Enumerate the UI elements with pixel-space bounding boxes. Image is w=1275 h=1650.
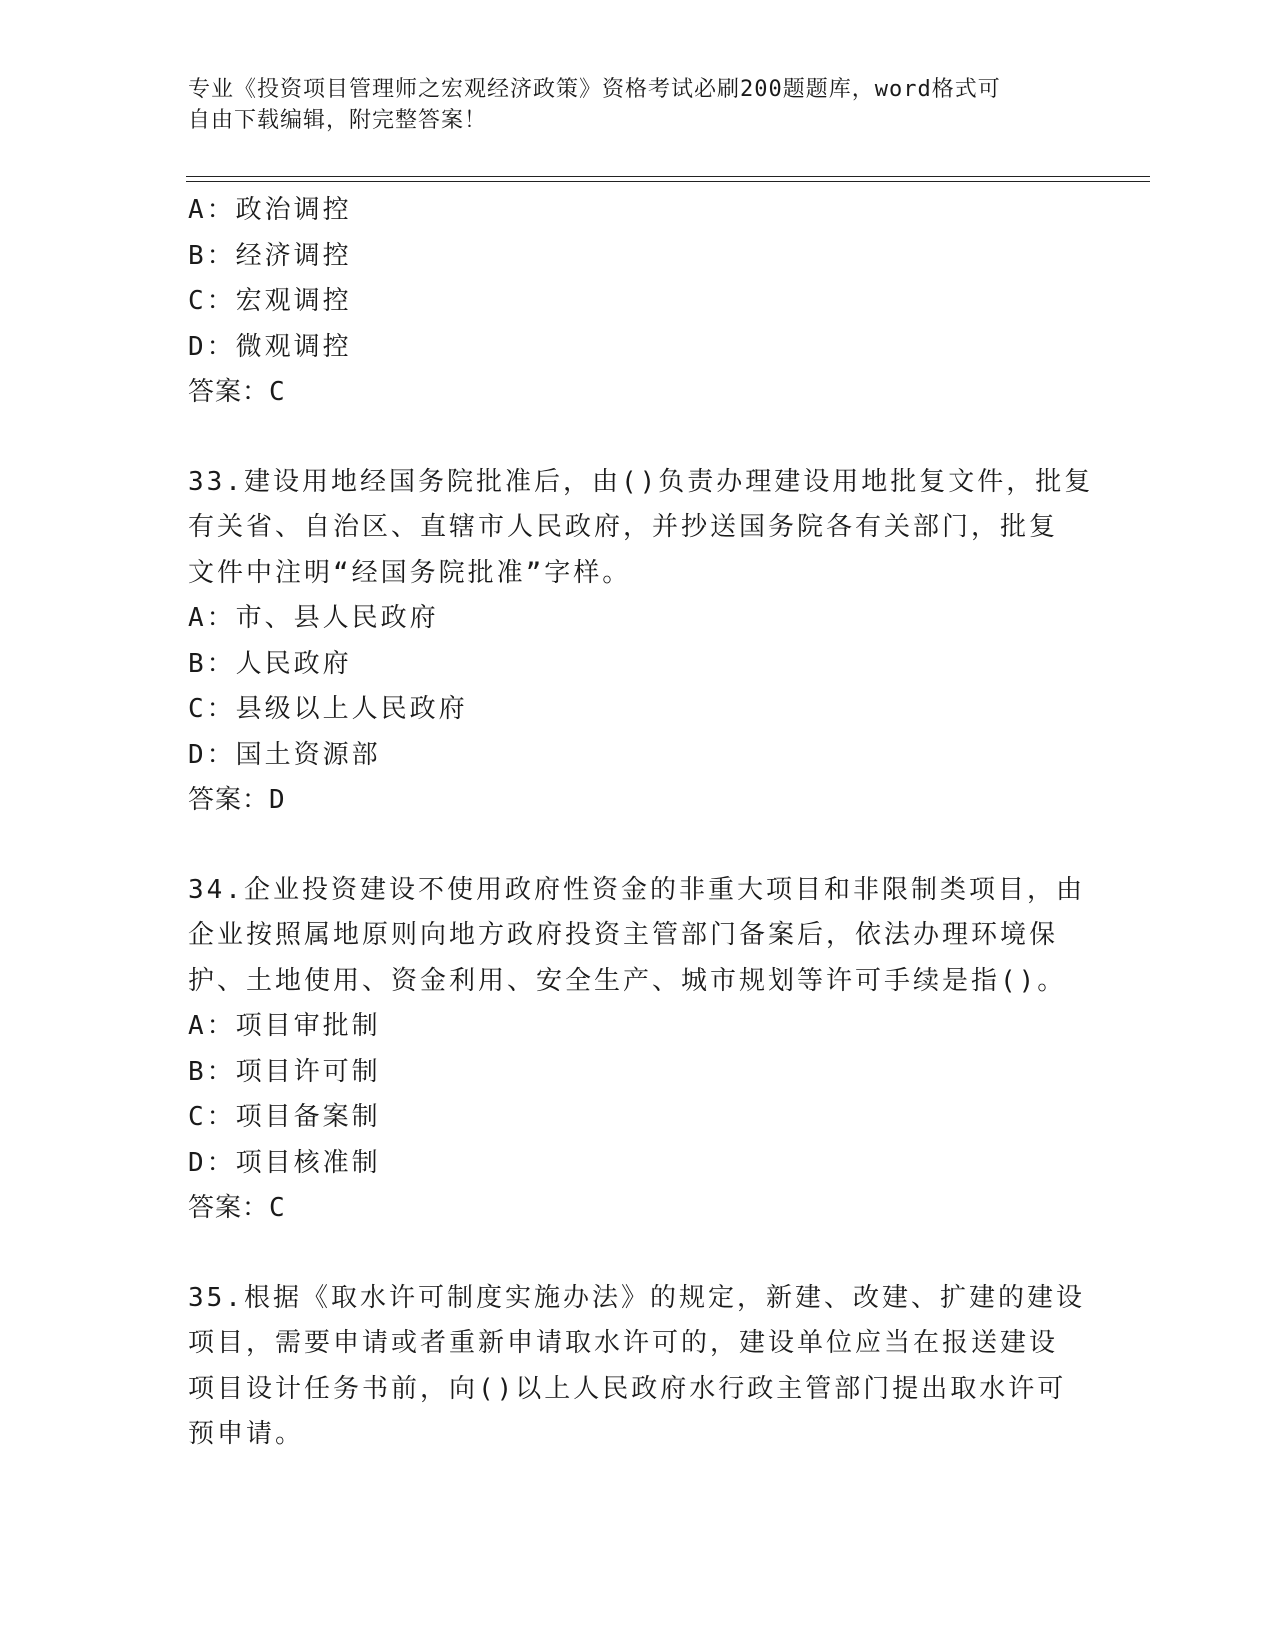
option-a: A：政治调控 — [188, 195, 352, 225]
question-stem-line: 护、土地使用、资金利用、安全生产、城市规划等许可手续是指()。 — [188, 965, 1067, 996]
spacer — [188, 824, 1088, 868]
spacer — [188, 416, 1088, 460]
header-line-2: 自由下载编辑，附完整答案！ — [188, 108, 488, 133]
question-33 — [188, 460, 1094, 824]
question-stem-line: 预申请。 — [188, 1419, 305, 1449]
header-divider-top — [186, 176, 1150, 177]
question-stem-line: 34.企业投资建设不使用政府性资金的非重大项目和非限制类项目，由 — [188, 874, 1085, 905]
header-line-1: 专业《投资项目管理师之宏观经济政策》资格考试必刷200题题库，word格式可 — [188, 77, 1001, 102]
option-b: B：人民政府 — [188, 648, 352, 679]
question-stem-line: 文件中注明“经国务院批准”字样。 — [188, 557, 632, 588]
question-stem-line: 项目，需要申请或者重新申请取水许可的，建设单位应当在报送建设 — [188, 1328, 1059, 1358]
answer: 答案：D — [188, 785, 286, 815]
header-divider-bottom — [186, 181, 1150, 182]
question-content — [188, 188, 1094, 1458]
question-35 — [188, 1276, 1088, 1458]
question-stem-line: 有关省、自治区、直辖市人民政府，并抄送国务院各有关部门，批复 — [188, 512, 1059, 542]
question-32 — [188, 188, 1088, 416]
option-c: C：宏观调控 — [188, 286, 352, 316]
document-header — [188, 74, 1078, 136]
question-34 — [188, 868, 1088, 1232]
question-stem-line: 项目设计任务书前，向()以上人民政府水行政主管部门提出取水许可 — [188, 1373, 1067, 1404]
option-a: A：市、县人民政府 — [188, 603, 439, 633]
option-a: A：项目审批制 — [188, 1011, 381, 1041]
option-c: C：县级以上人民政府 — [188, 694, 468, 724]
question-stem-line: 企业按照属地原则向地方政府投资主管部门备案后，依法办理环境保 — [188, 920, 1059, 950]
question-stem-line: 35.根据《取水许可制度实施办法》的规定，新建、改建、扩建的建设 — [188, 1282, 1085, 1313]
option-d: D：项目核准制 — [188, 1147, 381, 1178]
answer: 答案：C — [188, 1193, 286, 1223]
option-c: C：项目备案制 — [188, 1102, 381, 1132]
option-b: B：项目许可制 — [188, 1056, 381, 1087]
option-b: B：经济调控 — [188, 240, 352, 271]
answer: 答案：C — [188, 377, 286, 407]
question-stem-line: 33.建设用地经国务院批准后，由()负责办理建设用地批复文件，批复 — [188, 466, 1094, 497]
spacer — [188, 1232, 1088, 1276]
option-d: D：国土资源部 — [188, 739, 381, 770]
option-d: D：微观调控 — [188, 331, 352, 362]
